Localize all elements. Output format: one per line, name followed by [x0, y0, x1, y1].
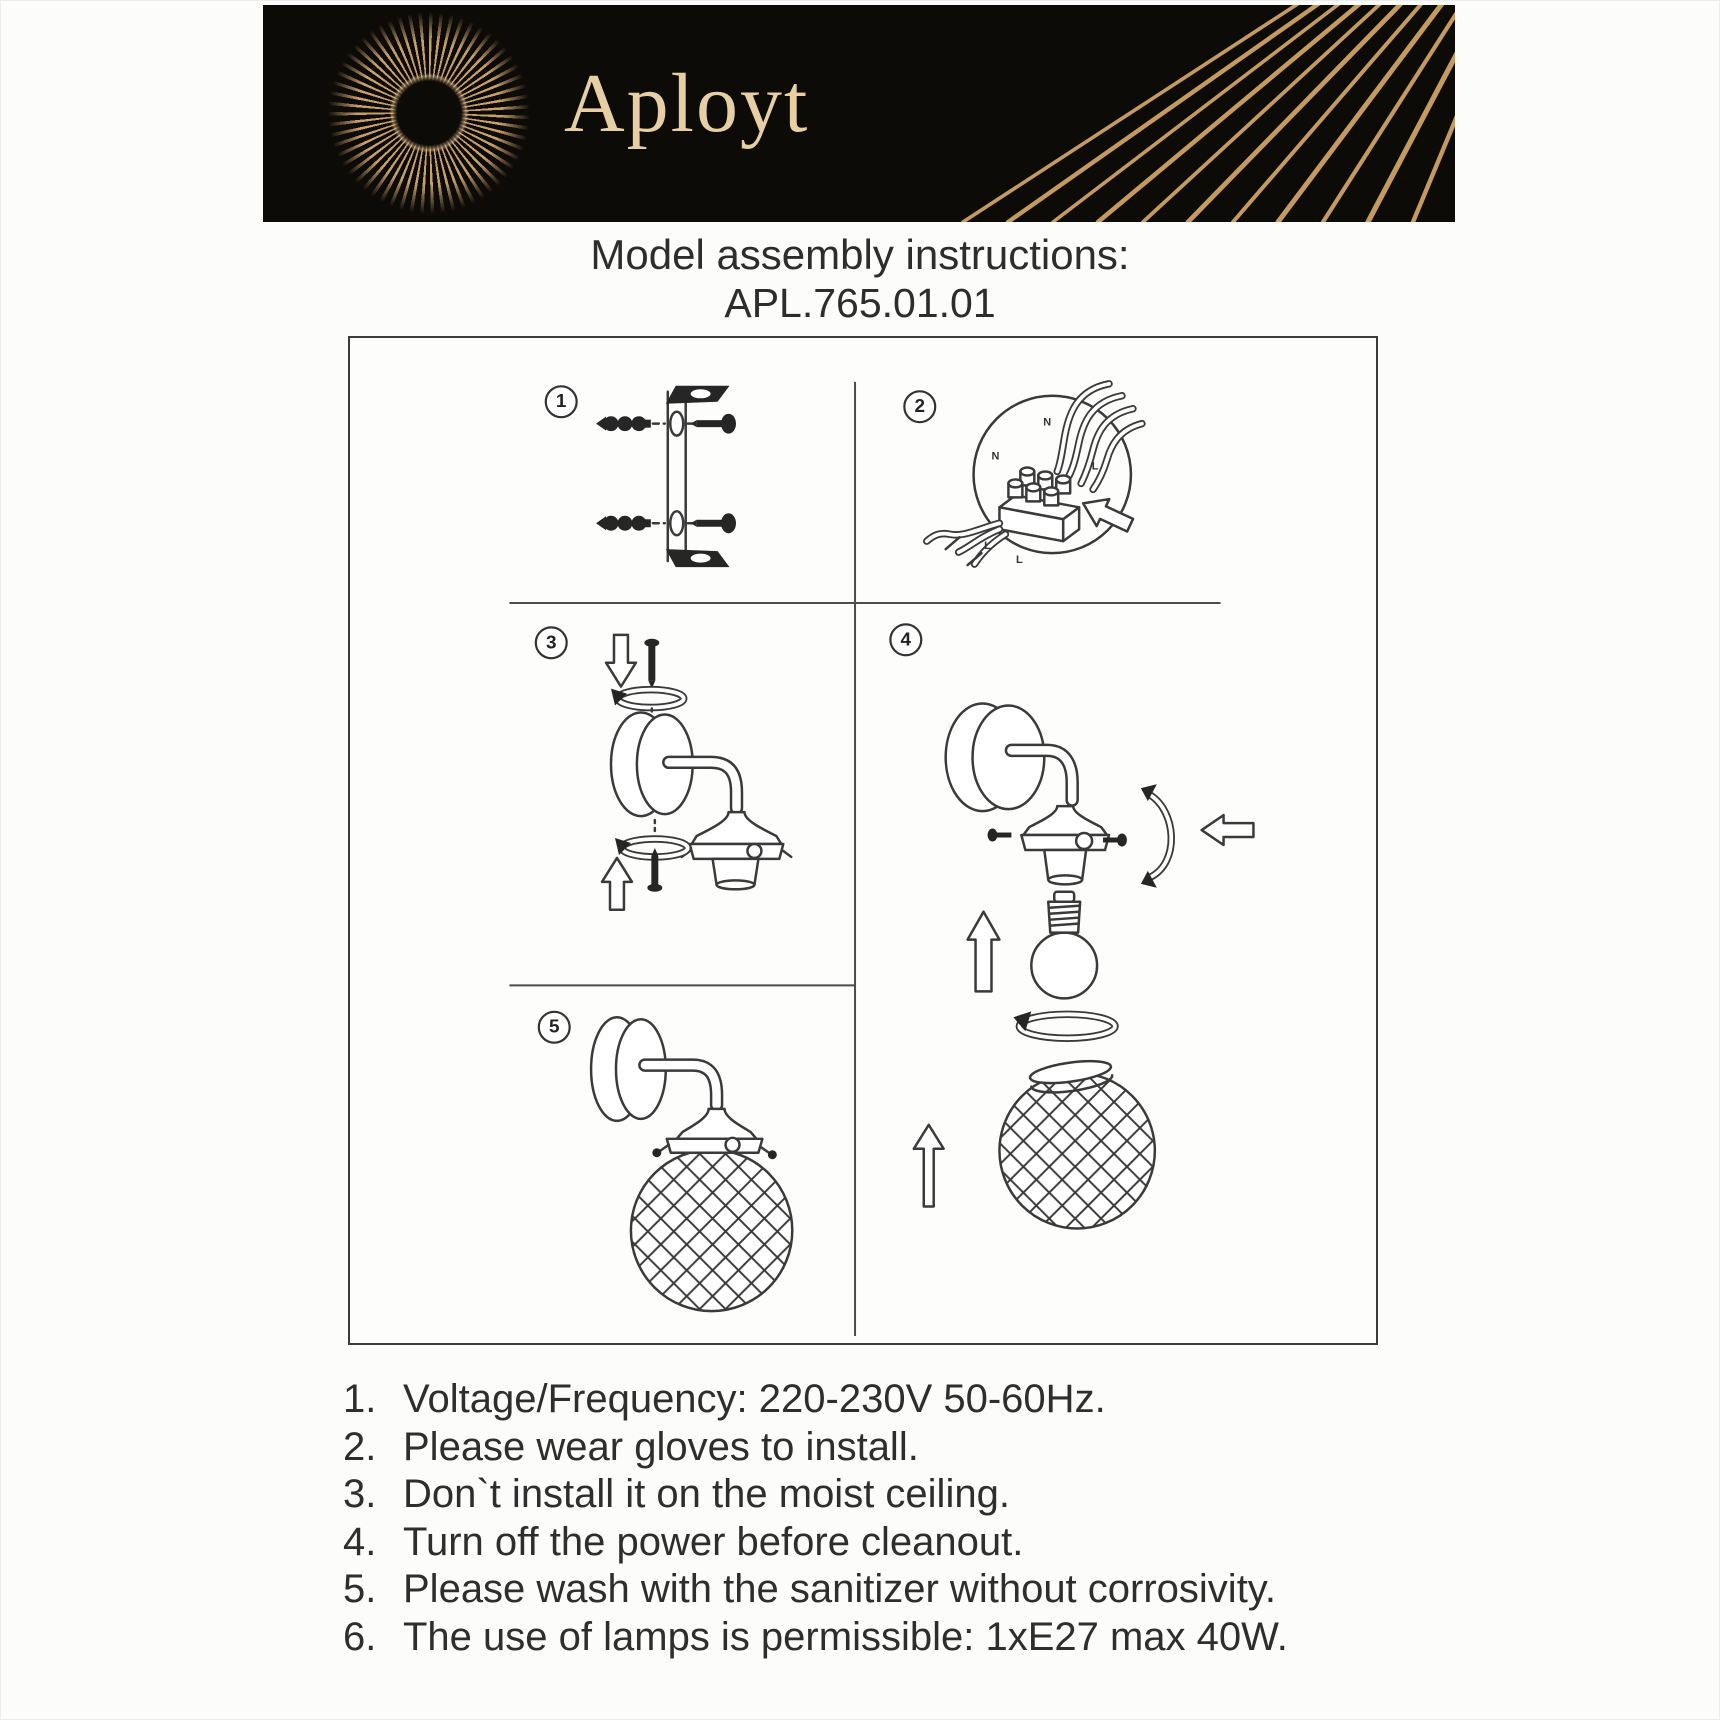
holder-bell: [677, 1109, 757, 1139]
svg-text:5: 5: [548, 1016, 560, 1038]
instruction-number: 2.: [343, 1424, 377, 1469]
instruction-item: [343, 1471, 1288, 1519]
instruction-number: 1.: [343, 1377, 377, 1422]
up-arrow-icon: [602, 858, 632, 910]
step-1-diagram: [546, 386, 736, 567]
svg-text:N: N: [1043, 416, 1052, 429]
supply-wires: [1057, 384, 1142, 490]
rotate-ring-bottom-icon: [615, 838, 688, 857]
mounting-screws: [688, 414, 736, 534]
glass-globe: [999, 1057, 1154, 1228]
instruction-number: 4.: [343, 1519, 377, 1564]
wall-plate: [946, 704, 1045, 812]
starburst-logo-icon: [323, 7, 535, 219]
instruction-item: [343, 1519, 1288, 1567]
step-5-badge: [539, 1012, 570, 1043]
step-2-diagram: [904, 384, 1142, 566]
step-1-badge: [546, 386, 577, 417]
light-bulb: [1031, 892, 1097, 999]
lamp-holder: [682, 812, 792, 889]
step-3-diagram: [536, 627, 791, 909]
terminal-block: [999, 467, 1079, 541]
instruction-text: Please wash with the sanitizer without corrosivity.: [403, 1567, 1276, 1612]
svg-text:L: L: [1016, 554, 1023, 567]
svg-text:1: 1: [555, 391, 567, 413]
lamp-holder: [1021, 806, 1109, 884]
mounting-bracket: [666, 386, 730, 567]
brand-wordmark: Aployt: [564, 57, 810, 150]
instruction-item: [343, 1566, 1288, 1614]
instruction-text: Please wear gloves to install.: [403, 1424, 919, 1469]
thin-up-arrow-icon: [914, 1125, 944, 1207]
brand-banner: [263, 5, 1455, 222]
step-5-diagram: [539, 1012, 792, 1311]
instruction-item: [343, 1376, 1288, 1424]
glass-globe: [631, 1150, 792, 1311]
push-left-arrow-icon: [1202, 815, 1254, 845]
instruction-text: Turn off the power before cleanout.: [403, 1519, 1024, 1564]
instruction-item: [343, 1424, 1288, 1472]
instruction-text: The use of lamps is permissible: 1xE27 max 40W.: [403, 1614, 1288, 1659]
step-2-badge: [904, 391, 935, 422]
svg-text:N: N: [991, 450, 1000, 463]
instruction-number: 5.: [343, 1567, 377, 1612]
assembly-diagram-box: [348, 336, 1378, 1345]
rotate-ring-icon: [1013, 1011, 1115, 1038]
instruction-list: [343, 1376, 1288, 1661]
svg-text:L: L: [984, 540, 991, 553]
top-screw: [644, 639, 659, 689]
instruction-text: Don`t install it on the moist ceiling.: [403, 1472, 1010, 1517]
instruction-item: [343, 1614, 1288, 1662]
up-arrow-icon: [968, 912, 1000, 992]
title-block: [0, 231, 1720, 327]
wall-anchors: [596, 416, 665, 531]
svg-text:2: 2: [914, 396, 926, 418]
assembly-diagram: [350, 338, 1376, 1343]
step-4-diagram: [890, 624, 1253, 1228]
fixture-wires: [927, 523, 1006, 565]
instruction-number: 3.: [343, 1472, 377, 1517]
model-code: APL.765.01.01: [724, 280, 996, 326]
down-arrow-icon: [606, 635, 636, 687]
step-3-badge: [536, 627, 567, 658]
instruction-text: Voltage/Frequency: 220-230V 50-60Hz.: [403, 1377, 1106, 1422]
page-title: Model assembly instructions:: [590, 231, 1130, 278]
svg-text:L: L: [1091, 460, 1099, 473]
instruction-number: 6.: [343, 1614, 377, 1659]
svg-text:3: 3: [545, 632, 557, 654]
rotate-ring-top-icon: [611, 689, 684, 708]
svg-text:4: 4: [900, 629, 912, 651]
rotate-crescent-icon: [1141, 784, 1171, 888]
step-4-badge: [890, 624, 921, 655]
